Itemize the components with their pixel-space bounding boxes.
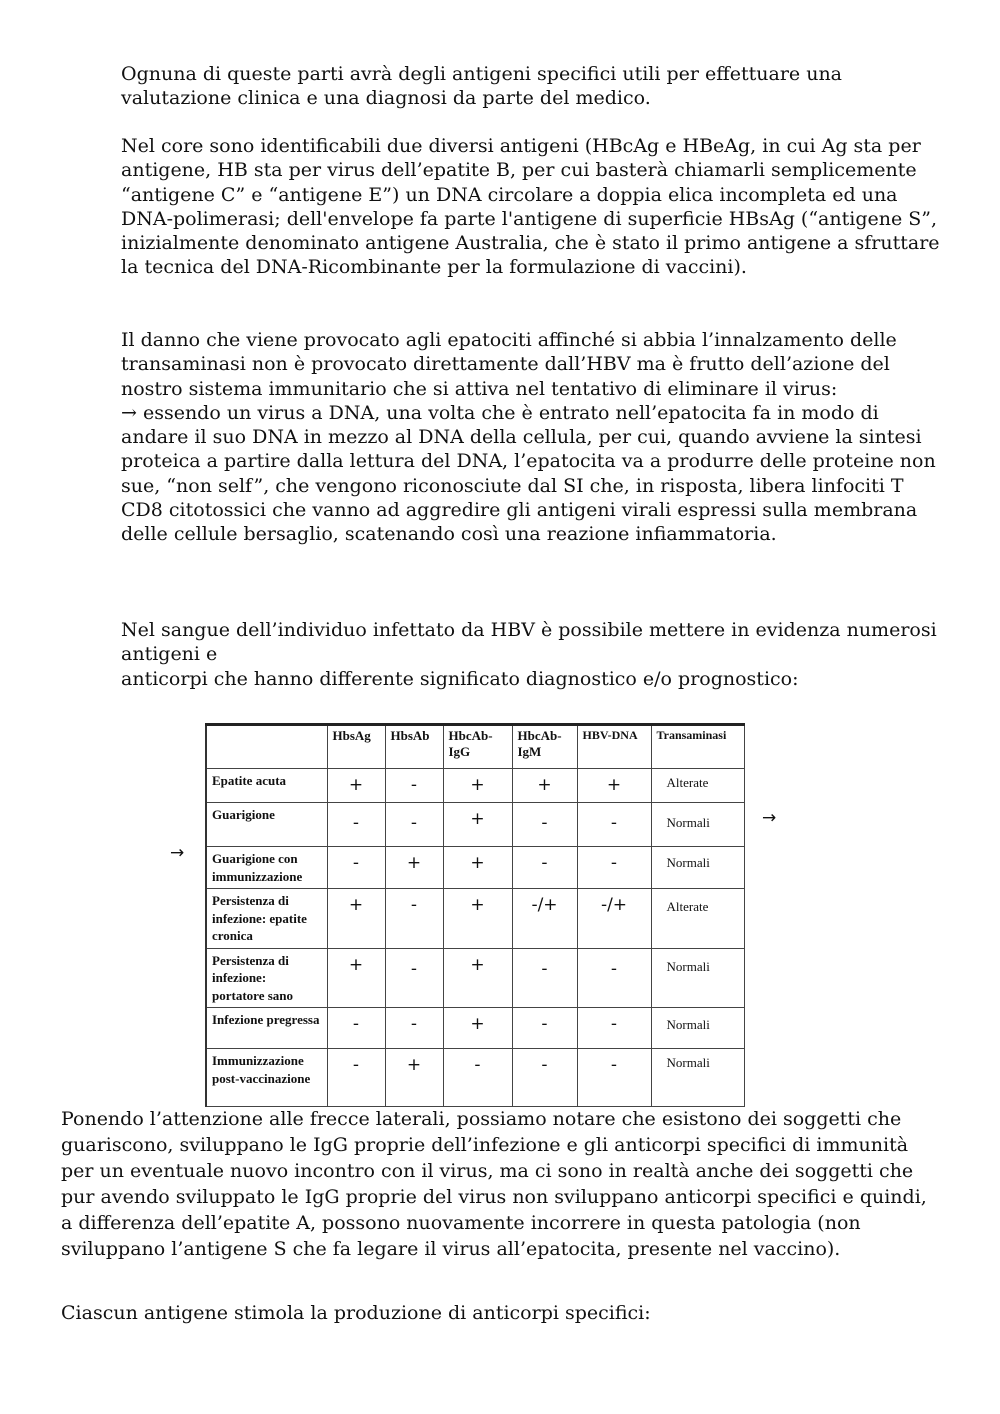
table-cell: + xyxy=(577,769,651,803)
column-header: HBV-DNA xyxy=(577,725,651,769)
table-cell: + xyxy=(385,1049,443,1107)
table-cell: Normali xyxy=(651,1049,744,1107)
table-cell: - xyxy=(512,803,577,847)
table-row xyxy=(206,847,744,889)
table-cell: + xyxy=(443,889,512,949)
table-cell: Alterate xyxy=(651,769,744,803)
table-cell: - xyxy=(577,1008,651,1049)
right-arrow-icon: → xyxy=(762,808,777,828)
column-header xyxy=(206,725,327,769)
text-block-damage xyxy=(121,328,941,547)
paragraph: Ciascun antigene stimola la produzione di anticorpi specifici: xyxy=(61,1302,651,1324)
row-label: Immunizzazione post-vaccinazione xyxy=(206,1049,327,1107)
table-cell: - xyxy=(577,948,651,1008)
table-row xyxy=(206,1049,744,1107)
table-cell: + xyxy=(443,847,512,889)
paragraph: Ognuna di queste parti avrà degli antigeni specifici utili per effettuare una valutazione clinica e una diagnosi da parte del medico. xyxy=(121,63,843,110)
table-cell: - xyxy=(443,1049,512,1107)
table-cell: + xyxy=(327,889,385,949)
table-cell: -/+ xyxy=(512,889,577,949)
table-cell: - xyxy=(327,1008,385,1049)
row-label: Guarigione xyxy=(206,803,327,847)
column-header: HbcAb-IgM xyxy=(512,725,577,769)
table-cell: + xyxy=(385,847,443,889)
table-cell: - xyxy=(385,803,443,847)
column-header: Transaminasi xyxy=(651,725,744,769)
table-cell: Normali xyxy=(651,803,744,847)
table-cell: - xyxy=(512,847,577,889)
table-cell: - xyxy=(327,847,385,889)
table-cell: - xyxy=(577,1049,651,1107)
table-row xyxy=(206,803,744,847)
table-cell: + xyxy=(443,1008,512,1049)
table-row xyxy=(206,1008,744,1049)
table-cell: Normali xyxy=(651,948,744,1008)
paragraph: Nel sangue dell’individuo infettato da HBV è possibile mettere in evidenza numerosi antigeni e xyxy=(121,619,937,666)
text-block-antibodies xyxy=(61,1300,941,1326)
table-cell: Normali xyxy=(651,1008,744,1049)
paragraph: anticorpi che hanno differente significato diagnostico e/o prognostico: xyxy=(121,667,799,690)
paragraph: Nel core sono identificabili due diversi antigeni (HBcAg e HBeAg, in cui Ag sta per antigene, HB sta per virus dell’epatite B, per cui basterà chiamarli semplicemente “antigene C” e “antigene E”) un DNA circolare a doppia elica incompleta ed una DNA-polimerasi; dell'envelope fa parte l'antigene di superficie HBsAg (“antigene S”, inizialmente denominato antigene Australia, che è stato il primo antigene a sfruttare la tecnica del DNA-Ricombinante per la formulazione di vaccini). xyxy=(121,135,940,279)
table-row xyxy=(206,948,744,1008)
column-header: HbcAb-IgG xyxy=(443,725,512,769)
table-cell: - xyxy=(327,803,385,847)
table-cell: + xyxy=(512,769,577,803)
table-header-row xyxy=(206,725,744,769)
table-cell: - xyxy=(512,1008,577,1049)
table-cell: + xyxy=(327,769,385,803)
text-block-intro xyxy=(121,62,941,111)
table-cell: + xyxy=(443,769,512,803)
column-header: HbsAb xyxy=(385,725,443,769)
text-block-core xyxy=(121,134,941,280)
text-block-arrows-explanation xyxy=(61,1106,941,1262)
row-label: Persistenza di infezione: epatite cronica xyxy=(206,889,327,949)
table-cell: - xyxy=(385,1008,443,1049)
row-label: Infezione pregressa xyxy=(206,1008,327,1049)
table-cell: + xyxy=(443,803,512,847)
table-cell: - xyxy=(512,948,577,1008)
text-block-blood xyxy=(121,618,941,691)
table-cell: Normali xyxy=(651,847,744,889)
hbv-marker-table xyxy=(205,723,745,1107)
paragraph: Ponendo l’attenzione alle frecce laterali, possiamo notare che esistono dei soggetti che guariscono, sviluppano le IgG proprie dell’infezione e gli anticorpi specifici di immunità per un eventuale nuovo incontro con il virus, ma ci sono in realtà anche dei soggetti che pur avendo sviluppato le IgG proprie del virus non sviluppano anticorpi specifici e quindi, a differenza dell’epatite A, possono nuovamente incorrere in questa patologia (non sviluppano l’antigene S che fa legare il virus all’epatocita, presente nel vaccino). xyxy=(61,1108,927,1260)
table-cell: Alterate xyxy=(651,889,744,949)
table-cell: - xyxy=(385,948,443,1008)
row-label: Guarigione con immunizzazione xyxy=(206,847,327,889)
table-cell: + xyxy=(443,948,512,1008)
paragraph-arrow: → essendo un virus a DNA, una volta che è entrato nell’epatocita fa in modo di andare il suo DNA in mezzo al DNA della cellula, per cui, quando avviene la sintesi proteica a partire dalla lettura del DNA, l’epatocita va a produrre delle proteine non sue, “non self”, che vengono riconosciute dal SI che, in risposta, libera linfociti T CD8 citotossici che vanno ad aggredire gli antigeni virali espressi sulla membrana delle cellule bersaglio, scatenando così una reazione infiammatoria. xyxy=(121,401,936,546)
table-cell: - xyxy=(512,1049,577,1107)
column-header: HbsAg xyxy=(327,725,385,769)
row-label: Epatite acuta xyxy=(206,769,327,803)
table-cell: - xyxy=(385,889,443,949)
left-arrow-icon: → xyxy=(170,843,185,863)
row-label: Persistenza di infezione: portatore sano xyxy=(206,948,327,1008)
table-row xyxy=(206,889,744,949)
table-cell: + xyxy=(327,948,385,1008)
table-cell: - xyxy=(327,1049,385,1107)
table-cell: - xyxy=(385,769,443,803)
table-cell: - xyxy=(577,803,651,847)
table-row xyxy=(206,769,744,803)
table-cell: - xyxy=(577,847,651,889)
paragraph: Il danno che viene provocato agli epatociti affinché si abbia l’innalzamento delle transaminasi non è provocato direttamente dall’HBV ma è frutto dell’azione del nostro sistema immunitario che si attiva nel tentativo di eliminare il virus: xyxy=(121,329,897,400)
data-table xyxy=(205,723,745,1107)
table-cell: -/+ xyxy=(577,889,651,949)
